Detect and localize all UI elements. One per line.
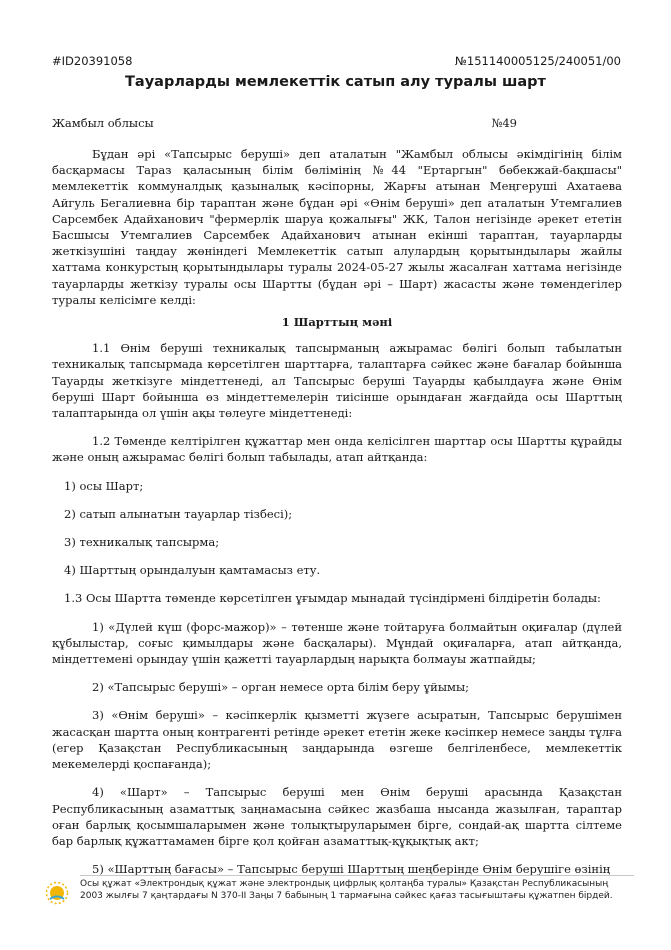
intro-paragraph: Бұдан әрі «Тапсырыс беруші» деп аталатын "Жамбыл облысы әкімдігінің білім басқармасы Тараз қаласының білім бөлімінің №44 "Ертаргын" бөбекжай-бақшасы" мемлекеттік коммуналдық қазыналық кәсіпорны, Жарғы атынан Меңгеруші Ахатаева Айгуль Бегалиевна бір тарaптан және бұдан әрі «Өнім беруші» деп аталатын Утемгалиев Сарсембек Адайханович "фермерлік шаруа қожалығы" ЖК, Талон негізінде әрекет ететін Басшысы Утемгалиев Сарсембек Адайханович атынан екінші тарaптан, тауарларды жеткізушіні таңдау жөніндегі Мемлекеттік сатып алулардың қорытындылары жайлы хаттама конкурстың қорытындылары туралы 2024-05-27 жылы жасалған хаттама негізінде тауарларды жеткізу туралы осы Шартты (бұдан әрі – Шарт) жасасты және төмендегілер туралы келісімге келді: <box>52 147 622 307</box>
region-label: Жамбыл облысы <box>52 116 154 130</box>
clause-1-3: 1.3 Осы Шартта төменде көрсетілген ұғымдар мынадай түсіндірмені білдіретін болады: <box>64 591 601 606</box>
list-item: 2) сатып алынатын тауарлар тізбесі); <box>64 506 293 521</box>
definition-item: 1) «Дүлей күш (форс-мажор)» – төтенше және тойтаруға болмайтын оқиғалар (дүлей құбылыстар, соғыс қимылдары және басқалары). Мұндай оқиғаларға, атап айтқанда, міндеттемені орындау үшін қажетті тауарлардың нарықта болмауы жатпайды; <box>52 619 622 667</box>
list-item: 3) техникалық тапсырма; <box>64 535 220 550</box>
contract-number: №49 <box>491 116 517 130</box>
footer-divider <box>80 875 634 876</box>
section-heading: 1 Шарттың мәні <box>281 315 393 330</box>
clause-1-1: 1.1 Өнім беруші техникалық тапсырманың ажырамас бөлігі болып табылатын техникалық тапсырмада көрсетілген шарттарға, талаптарға сәйкес және бағалар бойынша Тауарды жеткізуге міндеттенеді, ал Тапсырыс беруші Тауарды қабылдауға және Өнім беруші Шарт бойынша өз міндеттемелерін тиісінше орындаған жағдайда осы Шарттың талаптарында ол үшін ақы төлеуге міндеттенеді: <box>52 341 622 421</box>
definition-item: 4) «Шарт» – Тапсырыс беруші мен Өнім беруші арасында Қазақстан Республикасының азаматтық заңнамасына сәйкес жазбаша нысанда жазылған, тарaптар оған барлық қосымшаларымен және толықтыруларымен бірге, сондай-ақ шартта сілтеме бар барлық құжаттамамен бірге қол қойған азаматтық-құқықтық акт; <box>52 785 622 848</box>
footer-notice <box>44 878 634 938</box>
footer-text: Осы құжат «Электрондық құжат және электрондық цифрлық қолтаңба туралы» Қазақстан Республикасының 2003 жылғы 7 қаңтардағы N 370-II Заңы 7 бабының 1 тармағына сәйкес қағаз тасығыштағы құжатпен бірдей. <box>80 878 630 902</box>
definition-item: 2) «Тапсырыс беруші» – орган немесе орта білім беру ұйымы; <box>92 680 469 695</box>
list-item: 1) осы Шарт; <box>64 478 144 493</box>
definition-item: 3) «Өнім беруші» – кәсіпкерлік қызметті жүзеге асыратын, Тапсырыс берушімен жасасқан шартта оның контрагенті ретінде әрекет ететін жеке кәсіпкер немесе заңды тұлға (егер Қазақстан Республикасының заңдарында өзгеше белгіленбесе, мемлекеттік мекемелерді қоспағанда); <box>52 708 622 772</box>
document-id: #ID20391058 <box>52 54 133 68</box>
clause-1-2: 1.2 Төменде келтірілген құжаттар мен онда келісілген шарттар осы Шартты құрайды және оның ажырамас бөлігі болып табылады, атап айтқанда: <box>52 434 622 465</box>
registration-number: №151140005125/240051/00 <box>454 54 621 68</box>
definition-item: 5) «Шарттың бағасы» – Тапсырыс беруші Шарттың шеңберінде Өнім берушіге өзінің <box>92 862 611 877</box>
egov-sun-logo-icon <box>44 880 70 906</box>
document-title: Тауарларды мемлекеттік сатып алу туралы шарт <box>125 74 546 90</box>
document-body <box>52 146 622 877</box>
list-item: 4) Шарттың орындалуын қамтамасыз ету. <box>64 563 321 578</box>
